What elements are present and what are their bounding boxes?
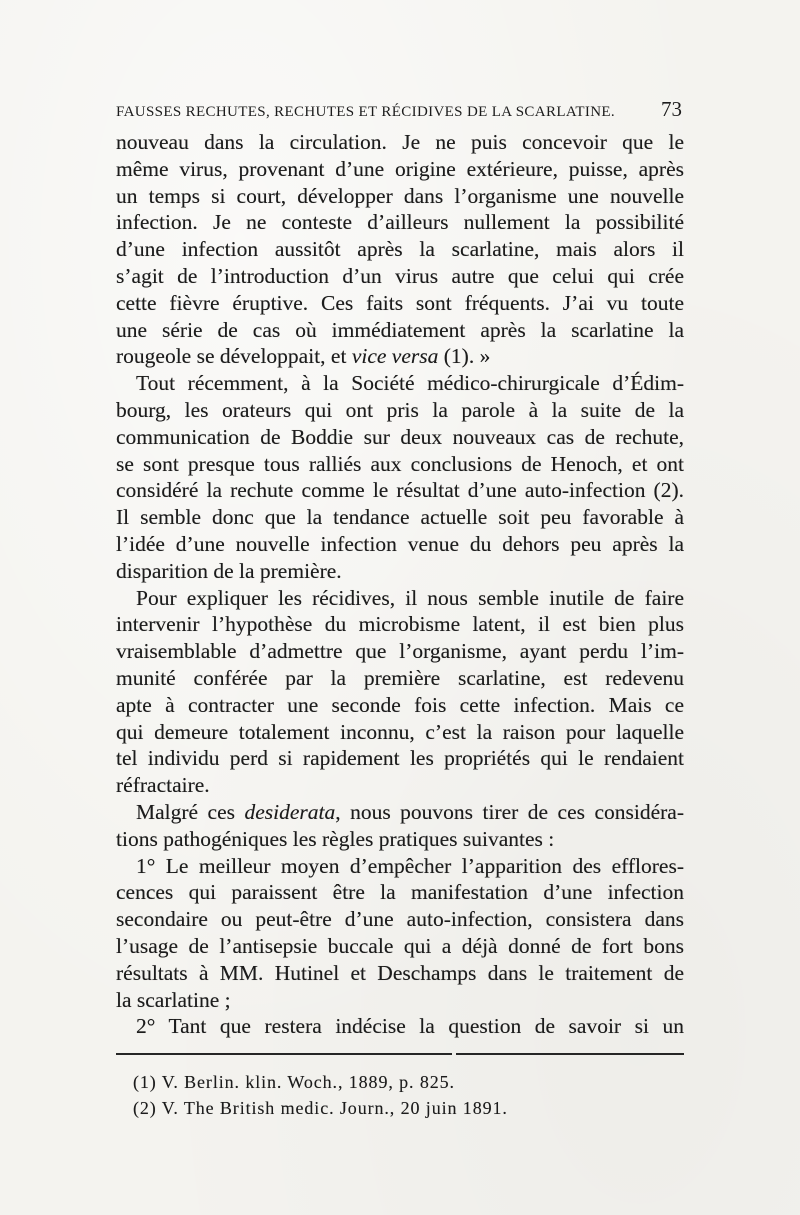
body-line: [116, 343, 684, 370]
rule-segment: [456, 1053, 684, 1055]
paragraph: [116, 370, 684, 584]
body-line: Il semble donc que la tendance actuelle soit peu favorable à: [116, 505, 684, 530]
body-line: apte à contracter une seconde fois cette infection. Mais ce: [116, 692, 684, 717]
body-line: 2° Tant que restera indécise la question de savoir si un: [136, 1014, 684, 1039]
rule-segment: [116, 1053, 452, 1055]
line-text: , nous pouvons tirer de ces considéra-: [335, 799, 684, 824]
body-line: s’agit de l’introduction d’un virus autre que celui qui crée: [116, 263, 684, 288]
page-number: 73: [661, 97, 682, 121]
body-line: Pour expliquer les récidives, il nous semble inutile de faire: [136, 585, 684, 610]
footnote-rule: [116, 1053, 684, 1055]
body-line: cette fièvre éruptive. Ces faits sont fréquents. J’ai vu toute: [116, 290, 684, 315]
body-line: tions pathogéniques les règles pratiques suivantes :: [116, 826, 555, 851]
body-line: [116, 799, 684, 826]
line-text: (1). »: [438, 344, 491, 369]
footnote: (1) V. Berlin. klin. Woch., 1889, p. 825.: [133, 1072, 455, 1092]
paragraph: [116, 853, 684, 1014]
body-line: Tout récemment, à la Société médico-chirurgicale d’Édim-: [136, 371, 684, 396]
body-line: vraisemblable d’admettre que l’organisme, ayant perdu l’im-: [116, 639, 684, 664]
body-line: se sont presque tous ralliés aux conclusions de Henoch, et ont: [116, 451, 684, 476]
paragraph: [116, 129, 684, 370]
body-line: un temps si court, développer dans l’organisme une nouvelle: [116, 183, 684, 208]
body-line: intervenir l’hypothèse du microbisme latent, il est bien plus: [116, 612, 684, 637]
body-line: réfractaire.: [116, 773, 210, 798]
body-line: infection. Je ne conteste d’ailleurs nullement la possibilité: [116, 210, 684, 235]
body-line: la scarlatine ;: [116, 987, 231, 1012]
italic-term: vice versa: [351, 344, 439, 369]
footnotes: [133, 1069, 508, 1121]
body-line: communication de Boddie sur deux nouveaux cas de rechute,: [116, 424, 684, 449]
body-line: considéré la rechute comme le résultat d’une auto-infection (2).: [116, 478, 684, 503]
line-text: rougeole se développait, et: [116, 344, 352, 369]
body-line: d’une infection aussitôt après la scarlatine, mais alors il: [116, 237, 684, 262]
body-line: bourg, les orateurs qui ont pris la parole à la suite de la: [116, 397, 684, 422]
paragraph: [116, 585, 684, 799]
body-text: [116, 129, 684, 1040]
footnote: (2) V. The British medic. Journ., 20 juin 1891.: [133, 1098, 508, 1118]
body-line: secondaire ou peut-être d’une auto-infection, consistera dans: [116, 907, 684, 932]
body-line: l’idée d’une nouvelle infection venue du dehors peu après la: [116, 531, 684, 556]
body-line: nouveau dans la circulation. Je ne puis concevoir que le: [116, 130, 684, 154]
body-line: une série de cas où immédiatement après la scarlatine la: [116, 317, 684, 342]
italic-term: desiderata: [244, 799, 336, 824]
body-line: disparition de la première.: [116, 558, 342, 583]
line-text: Malgré ces: [136, 799, 245, 824]
body-line: cences qui paraissent être la manifestation d’une infection: [116, 880, 684, 905]
running-title: FAUSSES RECHUTES, RECHUTES ET RÉCIDIVES DE LA SCARLATINE.: [116, 104, 616, 120]
paragraph: [116, 799, 684, 853]
body-line: résultats à MM. Hutinel et Deschamps dans le traitement de: [116, 960, 684, 985]
body-line: 1° Le meilleur moyen d’empêcher l’apparition des efflores-: [136, 853, 684, 878]
running-head: [116, 97, 684, 122]
body-line: tel individu perd si rapidement les propriétés qui le rendaient: [116, 746, 684, 771]
body-line: munité conférée par la première scarlatine, est redevenu: [116, 665, 684, 690]
paragraph: [116, 1013, 684, 1040]
body-line: qui demeure totalement inconnu, c’est la raison pour laquelle: [116, 719, 684, 744]
body-line: même virus, provenant d’une origine extérieure, puisse, après: [116, 156, 684, 181]
body-line: l’usage de l’antisepsie buccale qui a déjà donné de fort bons: [116, 933, 684, 958]
